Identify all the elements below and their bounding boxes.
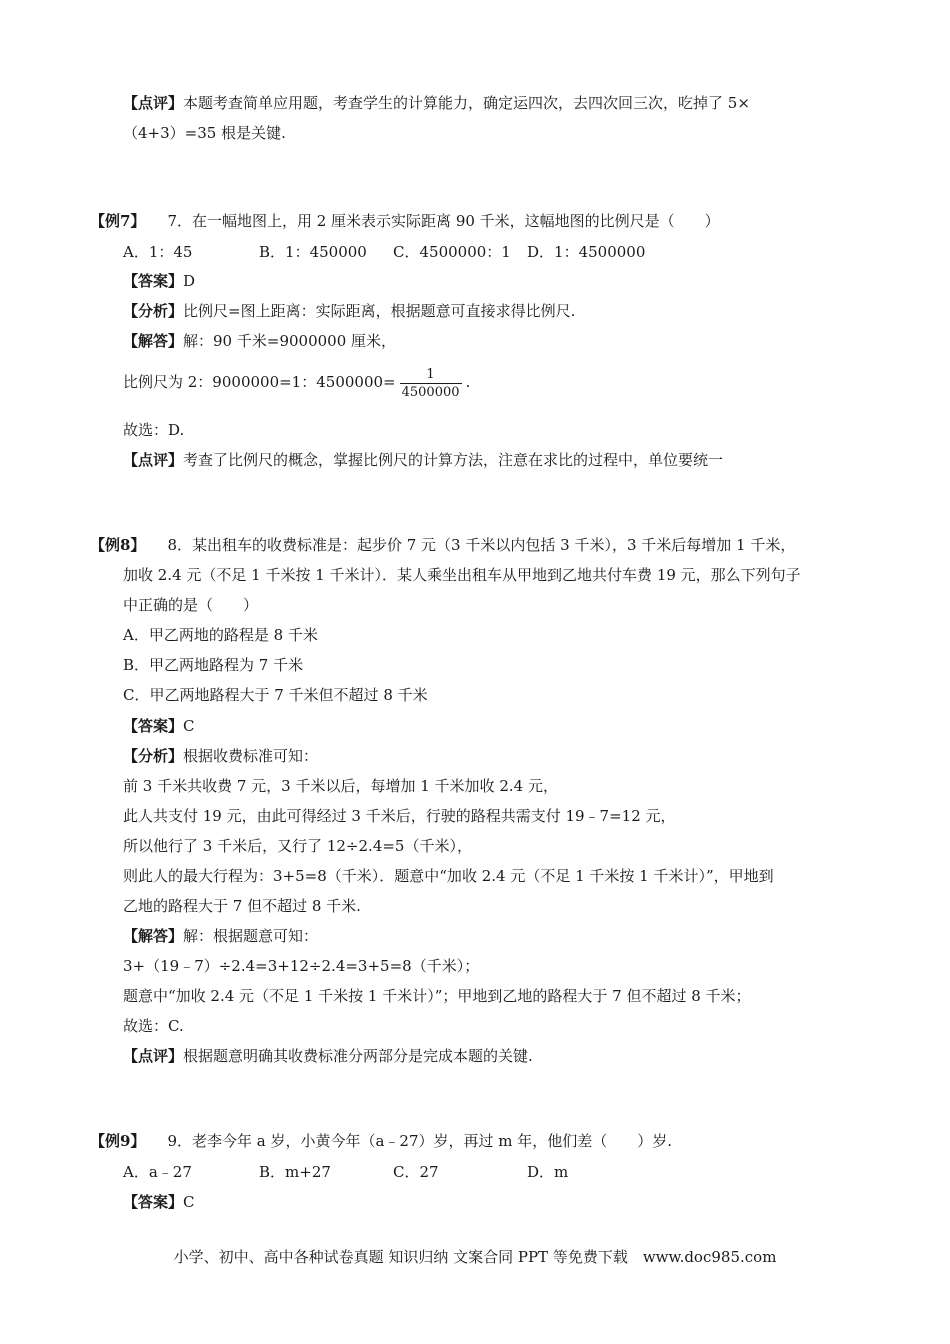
ex8-question: 【例8】 8．某出租车的收费标准是：起步价 7 元（3 千米以内包括 3 千米），3 千米后每增加 1 千米， bbox=[90, 536, 796, 554]
ex9-option-d: D．m bbox=[527, 1163, 569, 1181]
ex8-question-line2: 加收 2.4 元（不足 1 千米按 1 千米计）．某人乘坐出租车从甲地到乙地共付车费 19 元，那么下列句子 bbox=[123, 566, 801, 584]
fraction: $\frac{1}{4500000}$ bbox=[401, 366, 460, 400]
example-tag: 【例7】 bbox=[90, 212, 146, 230]
ex9-question: 【例9】 9．老李今年 a 岁，小黄今年（a﹣27）岁，再过 m 年，他们差（ ）岁. bbox=[90, 1132, 673, 1150]
ex7-answer: 【答案】D bbox=[123, 272, 196, 290]
ex8-answer: 【答案】C bbox=[123, 717, 195, 735]
ex8-option-a: A．甲乙两地的路程是 8 千米 bbox=[123, 626, 318, 644]
ex7-option-c: C．4500000：1 bbox=[393, 243, 511, 261]
ex8-solution: 【解答】解：根据题意可知： bbox=[123, 927, 319, 945]
ex7-analysis: 【分析】比例尺=图上距离：实际距离，根据题意可直接求得比例尺. bbox=[123, 302, 576, 320]
ex9-answer: 【答案】C bbox=[123, 1193, 195, 1211]
ex8-option-b: B．甲乙两地路程为 7 千米 bbox=[123, 656, 304, 674]
ex6-comment-line2: （4+3）=35 根是关键. bbox=[123, 124, 286, 142]
ex9-option-c: C．27 bbox=[393, 1163, 439, 1181]
ex7-ratio-line: 比例尺为 2：9000000=1：4500000= $\frac{1}{4500000}$ . bbox=[123, 366, 471, 400]
ex8-comment: 【点评】根据题意明确其收费标准分两部分是完成本题的关键. bbox=[123, 1047, 533, 1065]
ex8-choose: 故选：C. bbox=[123, 1017, 184, 1035]
example-tag: 【例8】 bbox=[90, 536, 146, 554]
ex8-analysis-line3: 所以他行了 3 千米后，又行了 12÷2.4=5（千米）， bbox=[123, 837, 472, 855]
ex8-analysis-line5: 乙地的路程大于 7 但不超过 8 千米. bbox=[123, 897, 361, 915]
ex6-comment: 【点评】本题考查简单应用题，考查学生的计算能力，确定运四次，去四次回三次，吃掉了 5× bbox=[123, 94, 750, 112]
ex9-option-a: A．a﹣27 bbox=[123, 1163, 192, 1181]
ex8-option-c: C．甲乙两地路程大于 7 千米但不超过 8 千米 bbox=[123, 686, 428, 704]
example-tag: 【例9】 bbox=[90, 1132, 146, 1150]
ex8-analysis-line1: 前 3 千米共收费 7 元，3 千米以后，每增加 1 千米加收 2.4 元， bbox=[123, 777, 558, 795]
ex7-choose: 故选：D. bbox=[123, 421, 185, 439]
ex8-analysis: 【分析】根据收费标准可知： bbox=[123, 747, 319, 765]
comment-tag: 【点评】 bbox=[123, 94, 184, 112]
ex8-analysis-line4: 则此人的最大行程为：3+5=8（千米）．题意中“加收 2.4 元（不足 1 千米按 1 千米计）”，甲地到 bbox=[123, 867, 774, 885]
ex8-solution-line2: 题意中“加收 2.4 元（不足 1 千米按 1 千米计）”；甲地到乙地的路程大于 7 但不超过 8 千米； bbox=[123, 987, 751, 1005]
ex7-solution: 【解答】解：90 千米=9000000 厘米， bbox=[123, 332, 397, 350]
ex8-question-line3: 中正确的是（ ） bbox=[123, 596, 259, 614]
page-footer: 小学、初中、高中各种试卷真题 知识归纳 文案合同 PPT 等免费下载 www.doc985.com bbox=[173, 1248, 777, 1266]
ex7-question: 【例7】 7．在一幅地图上，用 2 厘米表示实际距离 90 千米，这幅地图的比例尺是（ ） bbox=[90, 212, 720, 230]
ex7-option-a: A．1：45 bbox=[123, 243, 193, 261]
ex7-option-b: B．1：450000 bbox=[259, 243, 367, 261]
ex7-comment: 【点评】考查了比例尺的概念，掌握比例尺的计算方法，注意在求比的过程中，单位要统一 bbox=[123, 451, 724, 469]
ex9-option-b: B．m+27 bbox=[259, 1163, 331, 1181]
ex7-option-d: D．1：4500000 bbox=[527, 243, 646, 261]
ex8-solution-line1: 3+（19﹣7）÷2.4=3+12÷2.4=3+5=8（千米）； bbox=[123, 957, 480, 975]
ex8-analysis-line2: 此人共支付 19 元，由此可得经过 3 千米后，行驶的路程共需支付 19﹣7=12 元， bbox=[123, 807, 676, 825]
